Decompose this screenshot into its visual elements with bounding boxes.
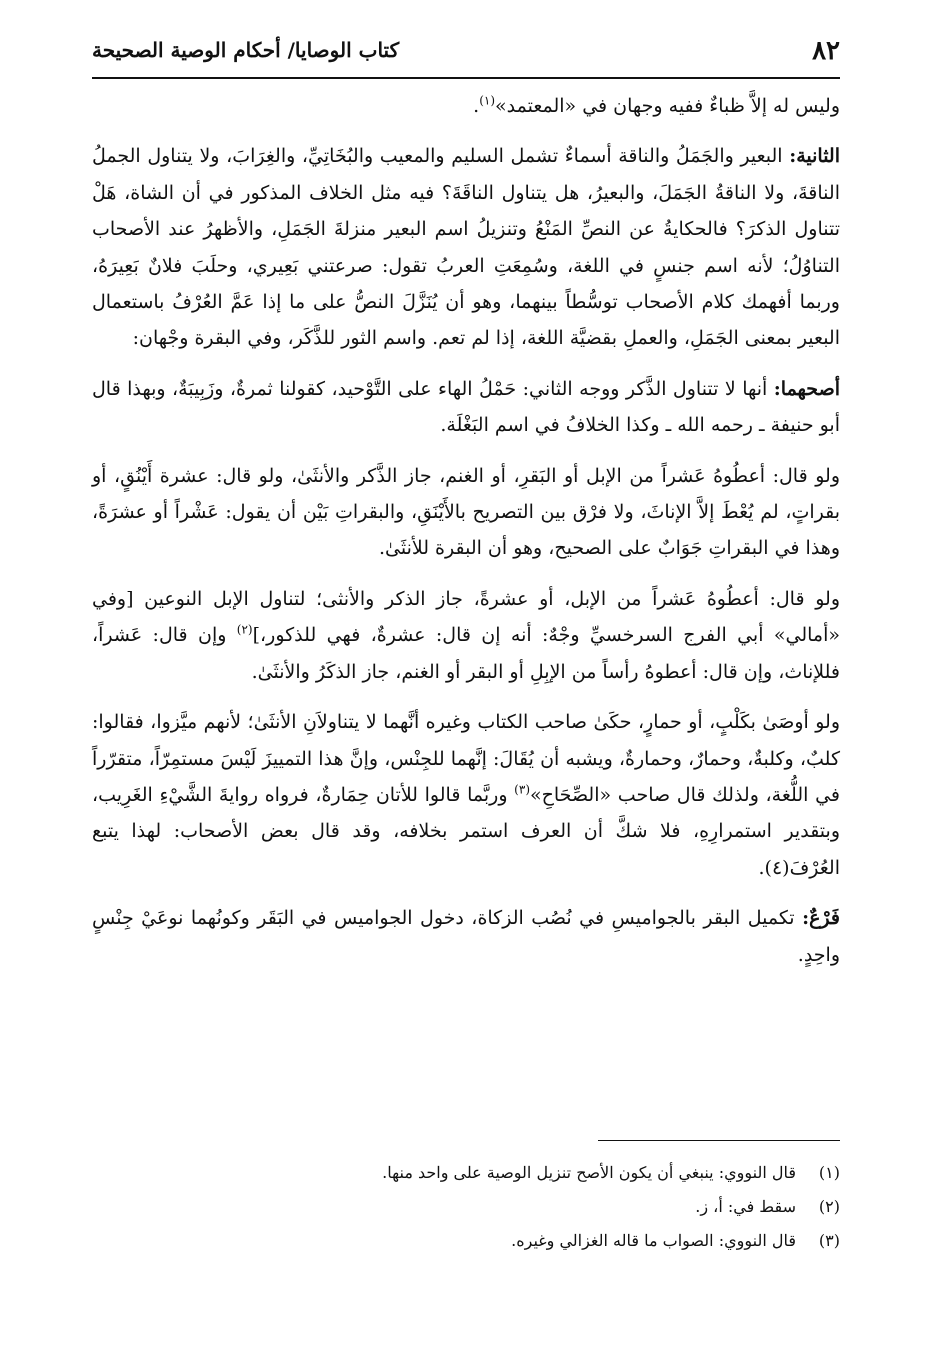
paragraph-text: البعير والجَمَلُ والناقة أسماءٌ تشمل السليم والمعيب والبُخَاتِيِّ، والغِرَابَ، ولا يتناول الجملُ الناقةَ، ولا الناقةُ الجَمَلَ، والبعيرُ، هل يتناول الناقَةَ؟ فيه مثل الخلاف المذكور في أن الشاة، هَلْ تتناول الذكرَ؟ فالحكايةُ عن النصِّ المَنْعُ وتنزيلُ اسم البعير منزلةَ الجَمَلِ، والأظهرُ عند الأصحاب التناوُلُ؛ لأنه اسم جنسٍ في اللغة، وسُمِعَتِ العربُ تقول: صرعتني بَعِيري، وحلَبَ فلانٌ بَعِيرَهُ، وربما أفهمك كلام الأصحاب توسُّطاً بينهما، وهو أن يُنَزَّلَ النصُّ على ما إذا عَمَّ العُرْفُ باستعمال البعير بمعنى الجَمَلِ، والعملِ بقضيَّة اللغة، إذا لم تعم. واسم الثور للذَّكَر، وفي البقرة وجْهان:	[92, 145, 840, 350]
footnote-ref: (٢)	[236, 622, 253, 637]
paragraph	[92, 138, 840, 356]
footnote-text: قال النووي: ينبغي أن يكون الأصح تنزيل الوصية على واحد منها.	[382, 1163, 796, 1182]
footnote	[92, 1190, 840, 1224]
footnote	[92, 1156, 840, 1190]
paragraph-tail: وربَّما قالوا للأتان حِمَارةٌ، فرواه روايةَ الشَّيْءِ الغَرِيب، وبتقدير استمرارِهِ، فلا شكَّ أن العرف استمر بخلافه، وقد قال بعض الأصحاب: لهذا يتبع العُرْفَ(٤).	[92, 783, 840, 879]
footnote-ref: (١)	[479, 93, 496, 108]
paragraph	[92, 900, 840, 973]
footnotes	[92, 1156, 840, 1258]
footnote-number: (٣)	[818, 1231, 840, 1250]
paragraph-text: تكميل البقر بالجواميسِ في نُصُب الزكاة، دخول الجواميس في البَقَر وكونُهما نوعَيْ جِنْسٍ واحِدٍ.	[92, 907, 840, 966]
paragraph	[92, 581, 840, 690]
paragraph-tail: وإن قال: عَشراً، فللإناث، وإن قال: أعطوهُ رأساً من الإبِلِ أو البقر أو الغنم، جاز الذكَرُ والأنثَىٰ.	[92, 624, 840, 683]
page-number: ٨٢	[812, 36, 840, 66]
paragraph-tail: .	[473, 95, 480, 117]
footnote-number: (١)	[818, 1163, 840, 1182]
paragraph-lead: الثانية:	[789, 145, 840, 168]
footnote-separator	[598, 1140, 840, 1141]
footnote	[92, 1224, 840, 1258]
paragraph	[92, 88, 840, 124]
page-header	[92, 34, 840, 74]
footnote-number: (٢)	[818, 1197, 840, 1216]
header-rule	[92, 77, 840, 79]
paragraph-text: أنها لا تتناول الذَّكر ووجه الثاني: حَمْلُ الهاء على التَّوْحيد، كقولنا ثمرةٌ، وزَبِيبَةٌ، وبهذا قال أبو حنيفة ـ رحمه الله ـ وكذا الخلافُ في اسم البَغْلَة.	[92, 377, 840, 437]
paragraph	[92, 371, 840, 444]
footnote-text: قال النووي: الصواب ما قاله الغزالي وغيره.	[511, 1231, 796, 1250]
paragraph	[92, 704, 840, 886]
footnote-ref: (٣)	[514, 782, 530, 797]
paragraph-text: وليس له إلاَّ ظباءٌ ففيه وجهان في «المعتمد»	[495, 95, 840, 117]
footnote-text: سقط في: أ، ز.	[695, 1197, 796, 1216]
paragraph-lead: فَرْعٌ:	[802, 907, 840, 930]
paragraph-text: ولو قال: أعطُوهُ عَشراً من الإبل أو البَقرِ، أو الغنم، جاز الذَّكر والأنثَىٰ، ولو قال: عشرة أَيْنُقٍ، أو بقراتٍ، لم يُعْطَ إلاَّ الإناثَ، ولا فرْق بين التصريح بالأَيْنَقِ، والبقراتِ بَيْن أن يقول: عَشْراً أو عشرَةً، وهذا في البقراتِ جَوَابٌ على الصحيح، وهو أن البقرة للأنثَىٰ.	[92, 464, 840, 560]
main-text	[92, 88, 840, 973]
paragraph-text: ولو أوصَىٰ بكَلْبٍ، أو حمارٍ، حكَىٰ صاحب الكتاب وغيره أنَّهما لا يتناولاَنِ الأنثَىٰ؛ لأنهم ميَّزوا، فقالوا: كلبٌ، وكلبةٌ، وحمارٌ، وحمارةٌ، ويشبه أن يُقَالَ: إنَّهما للجِنْس، وإنَّ هذا التمييزَ لَيْسَ مستمِرّاً، متقرّراً في اللُّغة، ولذلك قال صاحب «الصِّحَاحِ»	[92, 711, 840, 806]
paragraph-lead: أصحهما:	[773, 377, 840, 400]
paragraph	[92, 458, 840, 567]
paragraph-text: ولو قال: أعطُوهُ عَشراً من الإبل، أو عشرةً، جاز الذكر والأنثى؛ لتناول الإبل النوعين [وفي «أمالي» أبي الفرج السرخسيِّ وجْهٌ: أنه إن قال: عشرةٌ، فهي للذكور،]	[92, 587, 840, 647]
running-title: كتاب الوصايا/ أحكام الوصية الصحيحة	[92, 38, 400, 62]
